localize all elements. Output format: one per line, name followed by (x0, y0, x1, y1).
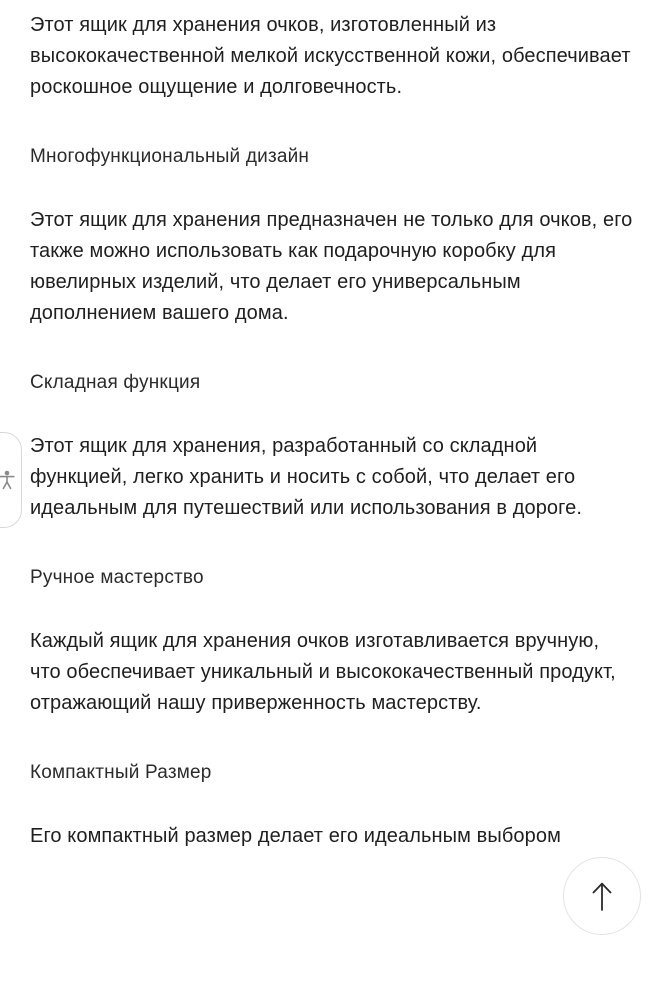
heading-handcraft: Ручное мастерство (30, 567, 204, 588)
paragraph-handcraft: Каждый ящик для хранения очков изготавливается вручную, что обеспечивает уникальный и высококачественный продукт, отражающий нашу приверженность мастерству. (30, 630, 616, 714)
arrow-up-icon (588, 880, 616, 912)
spacer (30, 524, 633, 564)
scroll-to-top-button[interactable] (563, 857, 641, 935)
heading-multifunctional-design: Многофункциональный дизайн (30, 146, 310, 167)
accessibility-widget-button[interactable] (0, 432, 22, 528)
spacer (30, 171, 633, 205)
spacer (30, 592, 633, 626)
paragraph-folding-function: Этот ящик для хранения, разработанный со складной функцией, легко хранить и носить с собой, что делает его идеальным для путешествий или использования в дороге. (30, 435, 582, 519)
heading-compact-size: Компактный Размер (30, 762, 212, 783)
accessibility-person-icon (0, 469, 16, 491)
spacer-top (30, 0, 633, 10)
paragraph-compact-size: Его компактный размер делает его идеальным выбором (30, 825, 561, 847)
paragraph-intro: Этот ящик для хранения очков, изготовленный из высококачественной мелкой искусственной кожи, обеспечивает роскошное ощущение и долговечность. (30, 14, 631, 98)
spacer (30, 103, 633, 143)
spacer (30, 719, 633, 759)
heading-folding-function: Складная функция (30, 372, 201, 393)
spacer (30, 329, 633, 369)
spacer (30, 787, 633, 821)
paragraph-multifunctional-design: Этот ящик для хранения предназначен не только для очков, его также можно использовать как подарочную коробку для ювелирных изделий, что делает его универсальным дополнением вашего дома. (30, 209, 633, 324)
spacer (30, 397, 633, 431)
